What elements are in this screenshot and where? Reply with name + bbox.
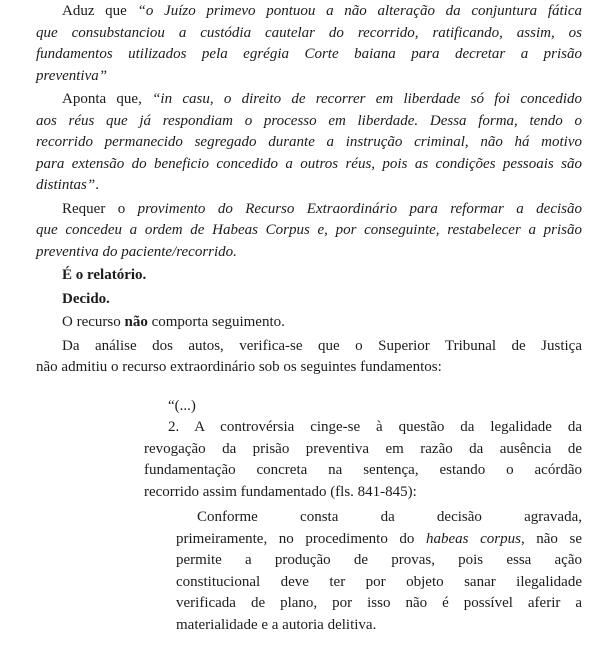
text-run: fundamentação concreta na sentença, estando o acórdão (144, 462, 582, 478)
text-line (176, 593, 582, 615)
blockquote-stj-fundamentos (144, 396, 582, 504)
text-line (144, 482, 582, 504)
text-run: “(...) (168, 397, 196, 414)
text-line (36, 289, 582, 311)
text-run: Da análise dos autos, verifica-se que o Superior Tribunal de Justiça (62, 337, 582, 354)
paragraph-requer (36, 199, 582, 264)
text-run: habeas corpus (426, 530, 521, 547)
paragraph-da-analise (36, 336, 582, 379)
text-line (36, 1, 582, 23)
text-line (176, 550, 582, 572)
paragraph-o-recurso (36, 312, 582, 334)
text-run: comporta seguimento. (147, 314, 285, 330)
text-line (36, 44, 582, 66)
text-run: não (124, 314, 148, 330)
text-line (36, 265, 582, 287)
text-line (36, 23, 582, 45)
text-run: constitucional deve ter por objeto sanar ilegalidade (176, 573, 582, 590)
text-run: que consubstanciou a custódia cautelar do recorrido, ratificando, assim, os (36, 24, 582, 41)
text-run: permite a produção de provas, pois essa ação (176, 552, 582, 568)
text-run: não admitiu o recurso extraordinário sob os seguintes fundamentos: (36, 359, 442, 375)
text-run: distintas” (36, 177, 96, 193)
text-line (144, 460, 582, 482)
paragraph-aponta (36, 89, 582, 197)
text-run: preventiva do paciente/recorrido. (36, 243, 237, 260)
text-line (36, 111, 582, 133)
text-line (36, 242, 582, 264)
text-line (36, 154, 582, 176)
text-line (176, 572, 582, 594)
text-run: , não se (520, 530, 583, 547)
text-run: Requer o (62, 200, 138, 217)
text-run: para extensão do beneficio concedido a outros réus, pois as condições pessoais são (36, 155, 582, 172)
text-line (36, 175, 582, 197)
text-line (144, 439, 582, 461)
text-run: provimento do Recurso Extraordinário para reformar a decisão (137, 200, 582, 217)
text-run: que concedeu a ordem de Habeas Corpus e, por conseguinte, restabelecer a prisão (36, 222, 582, 238)
text-run: É o relatório. (62, 267, 147, 283)
text-run: 2. A controvérsia cinge-se à questão da legalidade da (168, 419, 582, 435)
text-line (36, 312, 582, 334)
paragraph-decido (36, 289, 582, 311)
text-run: primeiramente, no procedimento do (176, 530, 427, 547)
text-run: Aponta que, (62, 91, 153, 107)
text-run: recorrido permanecido segregado durante a instrução criminal, não há motivo (36, 134, 582, 150)
text-run: . (95, 177, 99, 193)
text-line (144, 417, 582, 439)
text-line (176, 529, 582, 551)
text-line (36, 66, 582, 88)
text-run: “in casu, o direito de recorrer em liberdade só foi concedido (152, 91, 582, 107)
text-line (36, 220, 582, 242)
text-run: Conforme consta da decisão agravada, (197, 509, 582, 525)
paragraph-aduz (36, 1, 582, 87)
text-run: fundamentos utilizados pela egrégia Corte baiana para decretar a prisão (36, 46, 582, 62)
text-run: preventiva” (36, 67, 108, 84)
text-run: recorrido assim fundamentado (fls. 841-845): (144, 483, 417, 500)
text-run: Aduz que (62, 3, 138, 19)
text-line (176, 507, 582, 529)
text-run: aos réus que já respondiam o processo em liberdade. Dessa forma, tendo o (36, 112, 582, 129)
text-line (36, 199, 582, 221)
text-run: O recurso (62, 314, 125, 330)
text-line (36, 336, 582, 358)
text-run: revogação da prisão preventiva em razão da ausência de (144, 440, 582, 457)
paragraph-e-o-relatorio (36, 265, 582, 287)
text-run: “o Juízo primevo pontuou a não alteração da conjuntura fática (137, 3, 582, 19)
text-line (176, 615, 582, 637)
blockquote-decisao-agravada (176, 507, 582, 636)
text-run: materialidade e a autoria delitiva. (176, 616, 377, 633)
text-line (36, 89, 582, 111)
text-line (36, 357, 582, 379)
text-run: verificada de plano, por isso não é possível aferir a (176, 595, 582, 611)
text-line (36, 132, 582, 154)
text-line (144, 396, 582, 418)
text-run: Decido. (62, 290, 110, 307)
